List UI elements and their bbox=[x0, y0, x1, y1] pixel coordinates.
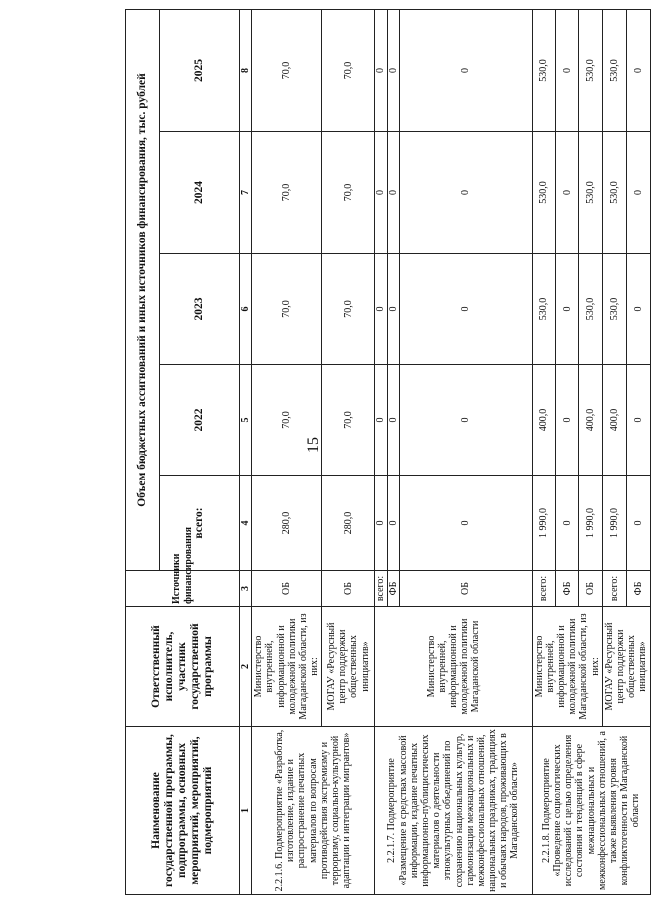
header-2024: 2024 bbox=[160, 132, 240, 254]
col-number: 2 bbox=[240, 607, 252, 727]
value-cell: 530,0 bbox=[532, 132, 555, 254]
value-cell: 1 990,0 bbox=[532, 476, 555, 571]
header-name: Наименование государственной программы, подпрограммы, основных мероприятий, мероприятий, подмероприятий bbox=[126, 727, 240, 895]
value-cell: 0 bbox=[399, 254, 532, 365]
source: ОБ bbox=[252, 571, 322, 607]
value-cell: 0 bbox=[375, 9, 387, 131]
col-number: 8 bbox=[240, 9, 252, 131]
header-source: Источники финансирования bbox=[126, 571, 240, 607]
value-cell: 0 bbox=[399, 9, 532, 131]
col-number: 7 bbox=[240, 132, 252, 254]
value-cell: 280,0 bbox=[252, 476, 322, 571]
value-cell: 0 bbox=[387, 476, 399, 571]
value-cell: 0 bbox=[375, 476, 387, 571]
table-row bbox=[532, 9, 555, 894]
value-cell: 0 bbox=[387, 9, 399, 131]
value-cell: 0 bbox=[626, 132, 650, 254]
value-cell: 0 bbox=[375, 365, 387, 476]
value-cell: 530,0 bbox=[602, 9, 626, 131]
value-cell: 70,0 bbox=[322, 365, 375, 476]
source: всего: bbox=[375, 571, 387, 607]
value-cell: 70,0 bbox=[322, 254, 375, 365]
value-cell: 70,0 bbox=[252, 9, 322, 131]
value-cell: 400,0 bbox=[602, 365, 626, 476]
value-cell: 0 bbox=[399, 476, 532, 571]
col-number: 5 bbox=[240, 365, 252, 476]
col-number: 3 bbox=[240, 571, 252, 607]
value-cell: 70,0 bbox=[252, 132, 322, 254]
value-cell: 0 bbox=[626, 476, 650, 571]
activity-name: 2.2.1.8. Подмероприятие «Проведение социологических исследований с целью определения состояния и тенденций в сфере межнациональных и межконфессиональных отношений, а также выявления уровня конфликтогенности в Магаданской области bbox=[532, 727, 650, 895]
value-cell: 0 bbox=[556, 132, 579, 254]
value-cell: 530,0 bbox=[579, 132, 602, 254]
value-cell: 0 bbox=[387, 365, 399, 476]
source: ОБ bbox=[579, 571, 602, 607]
value-cell: 1 990,0 bbox=[579, 476, 602, 571]
value-cell: 70,0 bbox=[252, 365, 322, 476]
source: ФБ bbox=[387, 571, 399, 607]
source: всего: bbox=[602, 571, 626, 607]
source: всего: bbox=[532, 571, 555, 607]
col-number: 1 bbox=[240, 727, 252, 895]
value-cell: 0 bbox=[375, 132, 387, 254]
table-row bbox=[375, 9, 387, 894]
header-2023: 2023 bbox=[160, 254, 240, 365]
value-cell: 0 bbox=[626, 365, 650, 476]
value-cell: 530,0 bbox=[602, 132, 626, 254]
value-cell: 0 bbox=[626, 254, 650, 365]
header-total: всего: bbox=[160, 476, 240, 571]
source: ФБ bbox=[626, 571, 650, 607]
value-cell: 0 bbox=[399, 132, 532, 254]
rotated-table-wrapper bbox=[125, 10, 649, 895]
value-cell: 400,0 bbox=[579, 365, 602, 476]
source: ОБ bbox=[399, 571, 532, 607]
page-number: 15 bbox=[305, 437, 322, 453]
source: ОБ bbox=[322, 571, 375, 607]
value-cell: 530,0 bbox=[532, 254, 555, 365]
table-row bbox=[252, 9, 322, 894]
value-cell: 400,0 bbox=[532, 365, 555, 476]
value-cell: 1 990,0 bbox=[602, 476, 626, 571]
value-cell: 0 bbox=[387, 132, 399, 254]
col-number: 6 bbox=[240, 254, 252, 365]
header-funding-group: Объем бюджетных ассигнований и иных источников финансирования, тыс. рублей bbox=[126, 9, 160, 570]
executor: МОГАУ «Ресурсный центр поддержки общественных инициатив» bbox=[322, 607, 375, 727]
header-2022: 2022 bbox=[160, 365, 240, 476]
budget-table bbox=[125, 9, 651, 895]
value-cell: 0 bbox=[556, 476, 579, 571]
value-cell: 0 bbox=[375, 254, 387, 365]
value-cell: 70,0 bbox=[252, 254, 322, 365]
value-cell: 0 bbox=[556, 9, 579, 131]
value-cell: 0 bbox=[387, 254, 399, 365]
executor: Министерство внутренней, информационной и молодежной политики Магаданской области, из них: bbox=[252, 607, 322, 727]
source: ФБ bbox=[556, 571, 579, 607]
value-cell: 0 bbox=[626, 9, 650, 131]
activity-name: 2.2.1.6. Подмероприятие «Разработка, изготовление, издание и распространение печатных материалов по вопросам противодействия экстремизму и терроризму, социально-культурной адаптации и интеграции мигрантов» bbox=[252, 727, 375, 895]
value-cell: 530,0 bbox=[579, 254, 602, 365]
value-cell: 0 bbox=[556, 254, 579, 365]
activity-name: 2.2.1.7. Подмероприятие «Размещение в средствах массовой информации, издание печатных информационно-публицистических материалов о деятельности этнокультурных объединений по сохранению национальных культур, гармонизации межнациональных и межконфессиональных отношений, национальных праздниках, традициях и обычаях народов, проживающих в Магаданской области» bbox=[375, 727, 532, 895]
value-cell: 530,0 bbox=[602, 254, 626, 365]
value-cell: 530,0 bbox=[532, 9, 555, 131]
header-executor: Ответственный исполнитель, участник государственной программы bbox=[126, 607, 240, 727]
value-cell: 0 bbox=[399, 365, 532, 476]
value-cell: 70,0 bbox=[322, 132, 375, 254]
value-cell: 530,0 bbox=[579, 9, 602, 131]
col-number: 4 bbox=[240, 476, 252, 571]
executor: МОГАУ «Ресурсный центр поддержки общественных инициатив» bbox=[602, 607, 650, 727]
header-2025: 2025 bbox=[160, 9, 240, 131]
executor: Министерство внутренней, информационной и молодежной политики Магаданской области, из них: bbox=[532, 607, 602, 727]
executor: Министерство внутренней, информационной и молодежной политики Магаданской области bbox=[375, 607, 532, 727]
value-cell: 70,0 bbox=[322, 9, 375, 131]
value-cell: 280,0 bbox=[322, 476, 375, 571]
value-cell: 0 bbox=[556, 365, 579, 476]
